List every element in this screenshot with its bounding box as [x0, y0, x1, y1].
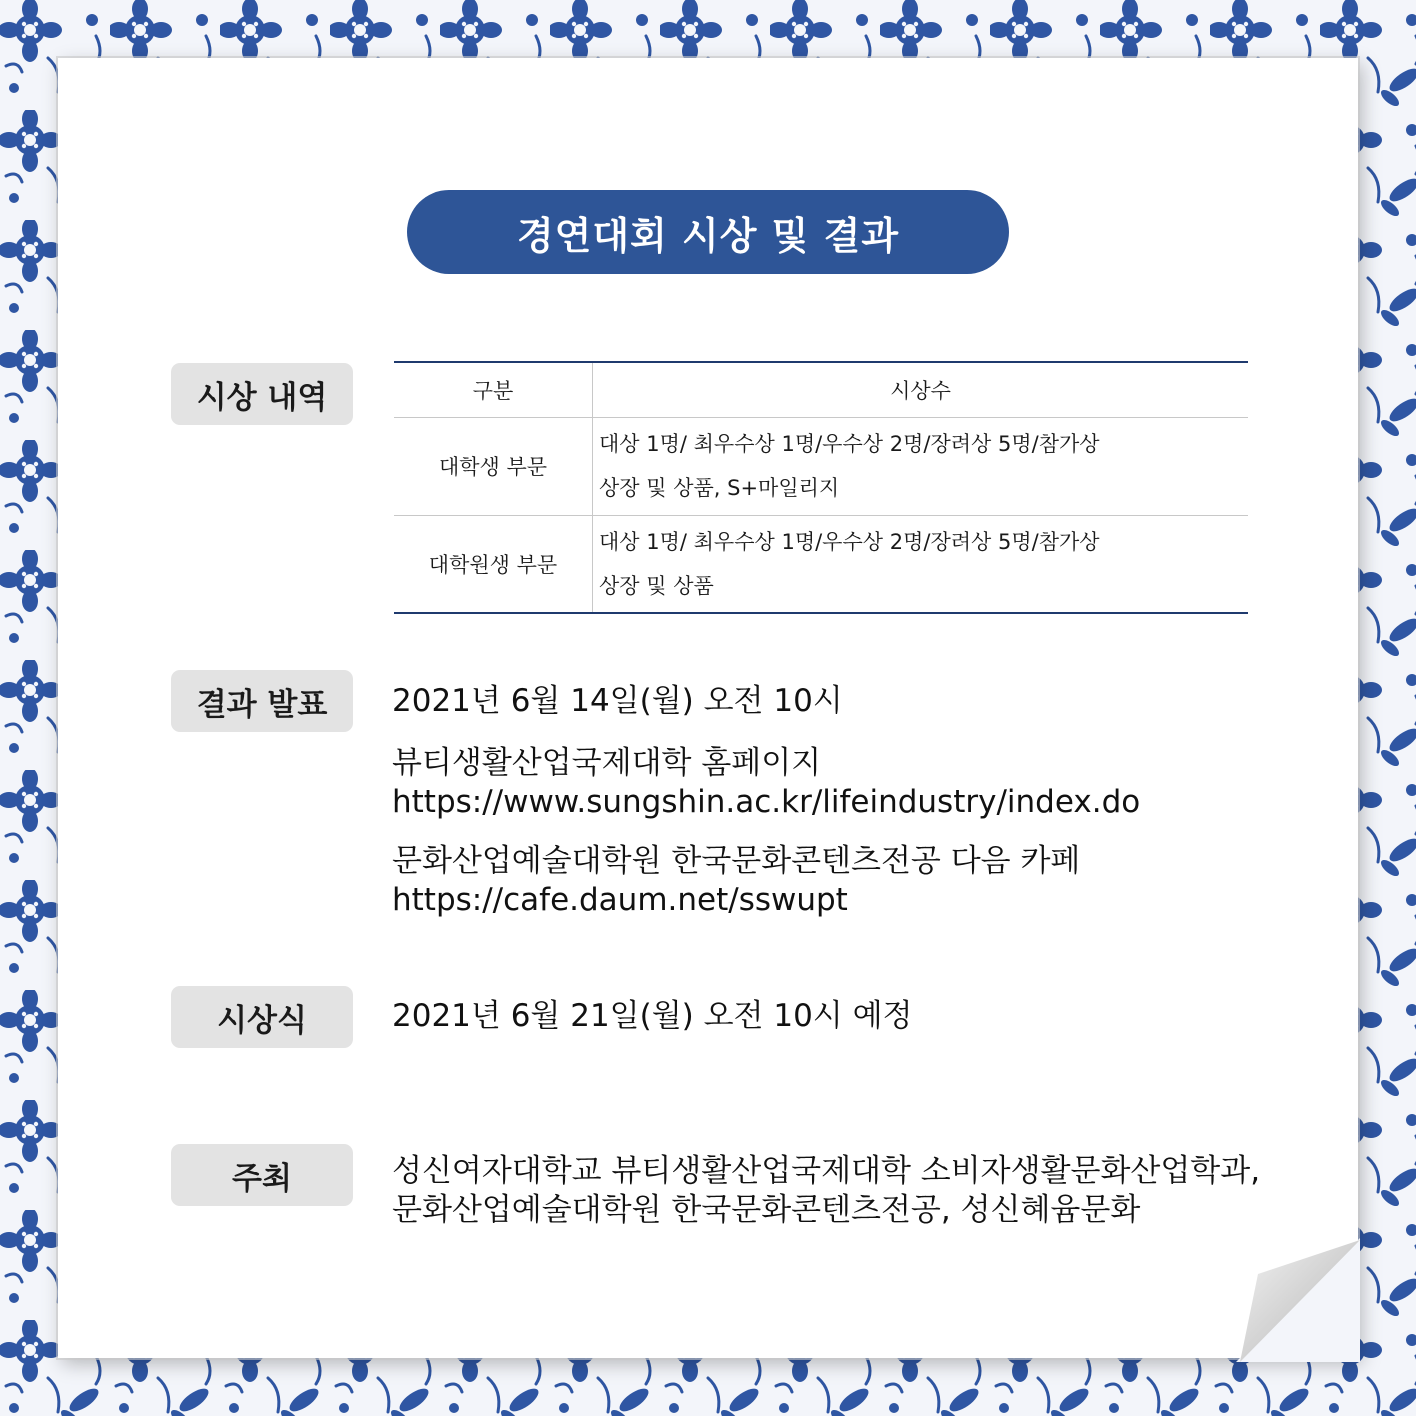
ceremony-section-label: 시상식 [171, 986, 353, 1048]
awards-section-label: 시상 내역 [171, 363, 353, 425]
ceremony-date-text: 2021년 6월 21일(월) 오전 10시 예정 [392, 998, 913, 1034]
page-curl-corner [1236, 1238, 1360, 1362]
results-site-1 [392, 744, 1140, 822]
prize-line: 대상 1명/ 최우수상 1명/우수상 2명/장려상 5명/참가상 [599, 432, 1100, 456]
host-text [392, 1152, 1260, 1230]
header-prizes: 시상수 [593, 362, 1249, 417]
table-row [394, 515, 1248, 613]
row-category: 대학원생 부문 [394, 515, 593, 613]
prize-line: 대상 1명/ 최우수상 1명/우수상 2명/장려상 5명/참가상 [599, 529, 1100, 554]
ceremony-date [392, 997, 912, 1036]
site-name: 뷰티생활산업국제대학 홈페이지 [392, 745, 822, 781]
results-site-2 [392, 842, 1080, 920]
row-prizes [593, 417, 1249, 515]
row-prizes [593, 515, 1249, 613]
site-url-link[interactable]: https://www.sungshin.ac.kr/lifeindustry/index.do [392, 784, 1141, 820]
results-section-label: 결과 발표 [171, 670, 353, 732]
host-section-label: 주최 [171, 1144, 353, 1206]
site-name: 문화산업예술대학원 한국문화콘텐츠전공 다음 카페 [392, 843, 1081, 879]
prize-line: 상장 및 상품 [599, 573, 714, 598]
table-row [394, 417, 1248, 515]
prize-line: 상장 및 상품, S+마일리지 [599, 476, 840, 500]
table-header-row [394, 362, 1248, 417]
awards-table [394, 361, 1248, 614]
host-line: 성신여자대학교 뷰티생활산업국제대학 소비자생활문화산업학과, [392, 1153, 1261, 1189]
row-category: 대학생 부문 [394, 417, 593, 515]
results-date-text: 2021년 6월 14일(월) 오전 10시 [392, 683, 843, 719]
header-category: 구분 [394, 362, 593, 417]
results-date [392, 682, 843, 721]
host-line: 문화산업예술대학원 한국문화콘텐츠전공, 성신혜윰문화 [392, 1192, 1141, 1228]
site-url-link[interactable]: https://cafe.daum.net/sswupt [392, 882, 848, 918]
page-title: 경연대회 시상 및 결과 [407, 190, 1009, 274]
